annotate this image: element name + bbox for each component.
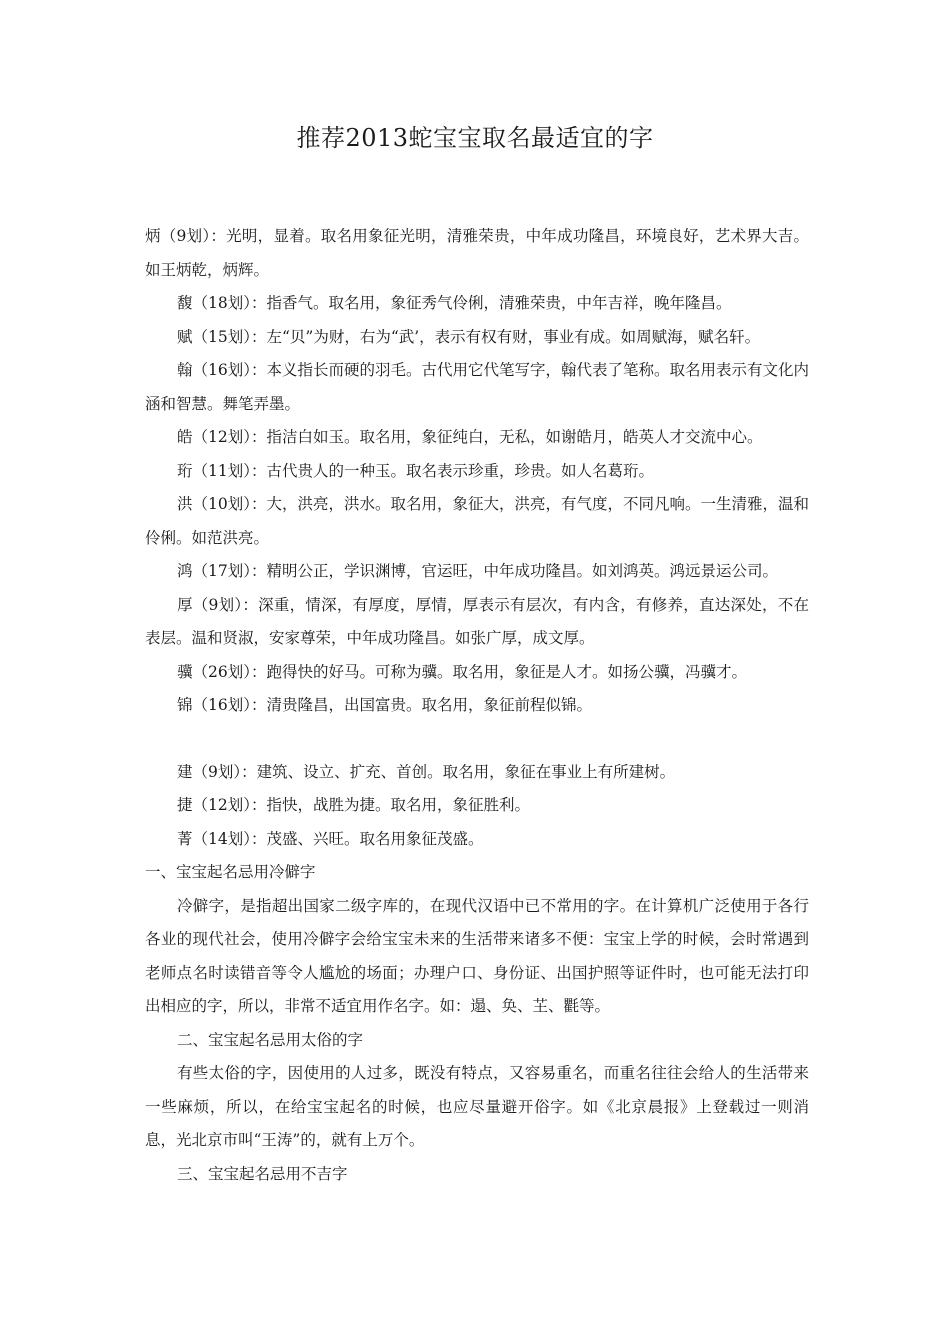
paragraph-hou: 厚（9划）：深重，情深，有厚度，厚情，厚表示有层次，有内含，有修养，直达深处，不在表层。温和贤淑，安家尊荣，中年成功隆昌。如张广厚，成文厚。: [145, 595, 809, 647]
paragraph-rare-chars: 冷僻字，是指超出国家二级字库的，在现代汉语中已不常用的字。在计算机广泛使用于各行各业的现代社会，使用冷僻字会给宝宝未来的生活带来诸多不便：宝宝上学的时候，会时常遇到老师点名时读错音等令人尴尬的场面；办理户口、身份证、出国护照等证件时，也可能无法打印出相应的字，所以，非常不适宜用作名字。如：遢、奂、芏、氍等。: [145, 896, 809, 1015]
paragraph-fu-fragrance: 馥（18划）：指香气。取名用，象征秀气伶俐，清雅荣贵，中年吉祥，晚年隆昌。: [177, 294, 732, 312]
page-title: 推荐2013蛇宝宝取名最适宜的字: [296, 124, 654, 152]
paragraph-jin: 锦（16划）：清贵隆昌，出国富贵。取名用，象征前程似锦。: [177, 696, 592, 714]
paragraph-ji-horse: 骥（26划）：跑得快的好马。可称为骥。取名用，象征是人才。如扬公骥，冯骥才。: [177, 662, 747, 681]
paragraph-heng: 珩（11划）：古代贵人的一种玉。取名表示珍重，珍贵。如人名葛珩。: [177, 461, 654, 480]
paragraph-common-chars: 有些太俗的字，因使用的人过多，既没有特点，又容易重名，而重名往往会给人的生活带来一些麻烦，所以，在给宝宝起名的时候，也应尽量避开俗字。如《北京晨报》上登载过一则消息，光北京市叫“王涛”的，就有上万个。: [145, 1064, 809, 1149]
paragraph-jie: 捷（12划）：指快，战胜为捷。取名用，象征胜利。: [177, 796, 530, 814]
paragraph-bing: 炳（9划）：光明，显着。取名用象征光明，清雅荣贵，中年成功隆昌，环境良好，艺术界大吉。如王炳乾，炳辉。: [145, 227, 809, 279]
paragraph-fu-endow: 赋（15划）：左“贝”为财，右为“武’，表示有权有财，事业有成。如周赋海，赋名轩。: [177, 327, 761, 346]
section-heading-rare-chars: 一、宝宝起名忌用冷僻字: [145, 863, 316, 881]
paragraph-jing: 菁（14划）：茂盛、兴旺。取名用象征茂盛。: [177, 829, 484, 848]
section-heading-common-chars: 二、宝宝起名忌用太俗的字: [177, 1030, 364, 1049]
paragraph-jian: 建（9划）：建筑、设立、扩充、首创。取名用，象征在事业上有所建树。: [177, 762, 676, 781]
paragraph-hong-flood: 洪（10划）：大，洪亮，洪水。取名用，象征大，洪亮，有气度，不同凡响。一生清雅，温和伶俐。如范洪亮。: [145, 495, 809, 547]
paragraph-hong-swan: 鸿（17划）：精明公正，学识渊博，官运旺，中年成功隆昌。如刘鸿英。鸿远景运公司。: [177, 562, 778, 580]
section-heading-unlucky-chars: 三、宝宝起名忌用不吉字: [177, 1164, 348, 1183]
document-body: [145, 220, 809, 1191]
paragraph-han: 翰（16划）：本义指长而硬的羽毛。古代用它代笔写字，翰代表了笔称。取名用表示有文化内涵和智慧。舞笔弄墨。: [145, 361, 809, 413]
paragraph-hao: 皓（12划）：指洁白如玉。取名用，象征纯白，无私，如谢皓月，皓英人才交流中心。: [177, 428, 763, 446]
paragraph-spacer: [145, 723, 809, 756]
